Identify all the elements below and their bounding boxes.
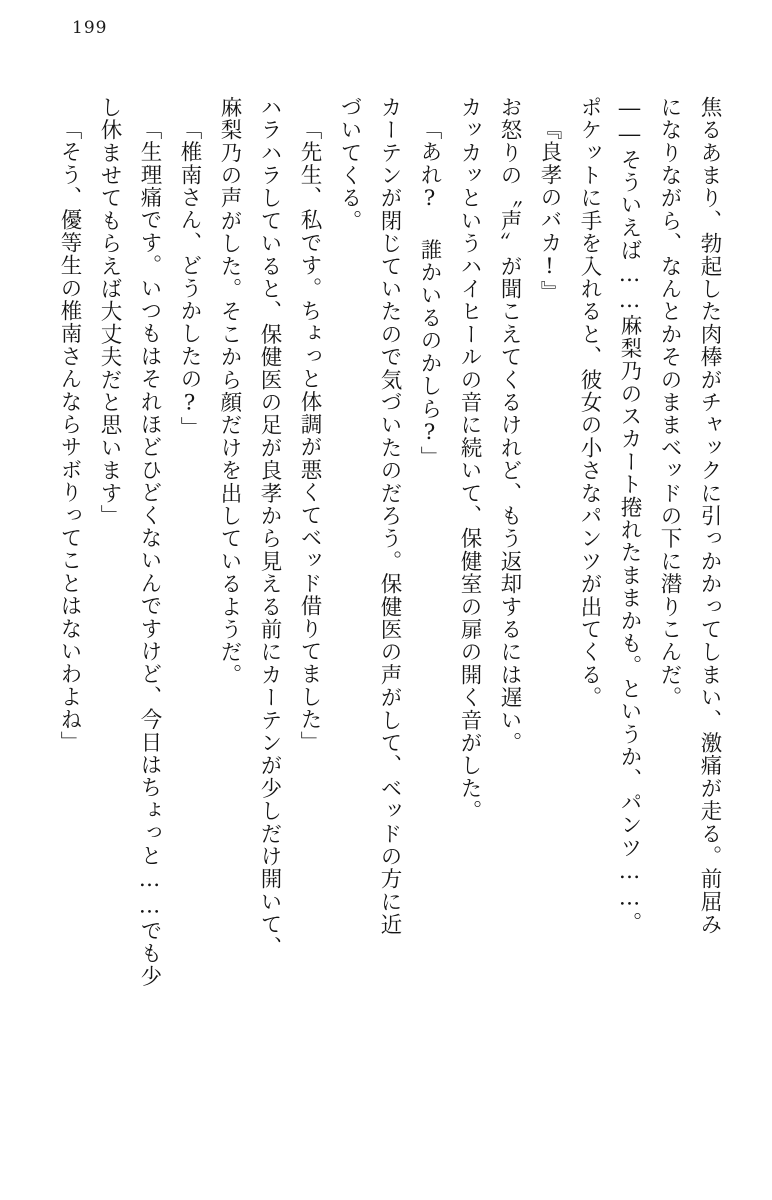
text-column: 『良孝のバカ!』 [537,118,562,304]
text-column: し休ませてもらえば大丈夫だと思います」 [97,96,122,528]
text-column: カッカッというハイヒールの音に続いて、保健室の扉の開く音がした。 [457,96,482,823]
text-column: お怒りの〝声〟が聞こえてくるけれど、もう返却するには遅い。 [497,96,522,755]
text-column: ポケットに手を入れると、彼女の小さなパンツが出てくる。 [577,96,602,709]
text-column: になりながら、なんとかそのままベッドの下に潜りこんだ。 [657,96,682,709]
text-column: カーテンが閉じていたので気づいたのだろう。保健医の声がして、ベッドの方に近 [377,96,402,936]
text-column: 「あれ? 誰かいるのかしら?」 [417,118,442,469]
text-column: 焦るあまり、勃起した肉棒がチャックに引っかかってしまい、激痛が走る。前屈み [697,96,722,936]
vertical-text-body [40,96,728,1140]
page-number: 199 [72,18,108,38]
text-column: 「先生、私です。ちょっと体調が悪くてベッド借りてました」 [297,118,322,754]
text-column: ――そういえば……麻梨乃のスカート捲れたままかも。というか、パンツ……。 [617,96,642,935]
text-column: ハラハラしていると、保健医の足が良孝から見える前にカーテンが少しだけ開いて、 [257,96,282,959]
text-column: 「椎南さん、どうかしたの?」 [177,118,202,440]
text-column: 「そう、優等生の椎南さんならサボりってことはないわよね」 [57,118,82,754]
text-column: 麻梨乃の声がした。そこから顔だけを出しているようだ。 [217,96,242,687]
text-column: づいてくる。 [337,96,362,233]
text-column: 「生理痛です。いつもはそれほどひどくないんですけど、今日はちょっと……でも少 [137,118,162,988]
